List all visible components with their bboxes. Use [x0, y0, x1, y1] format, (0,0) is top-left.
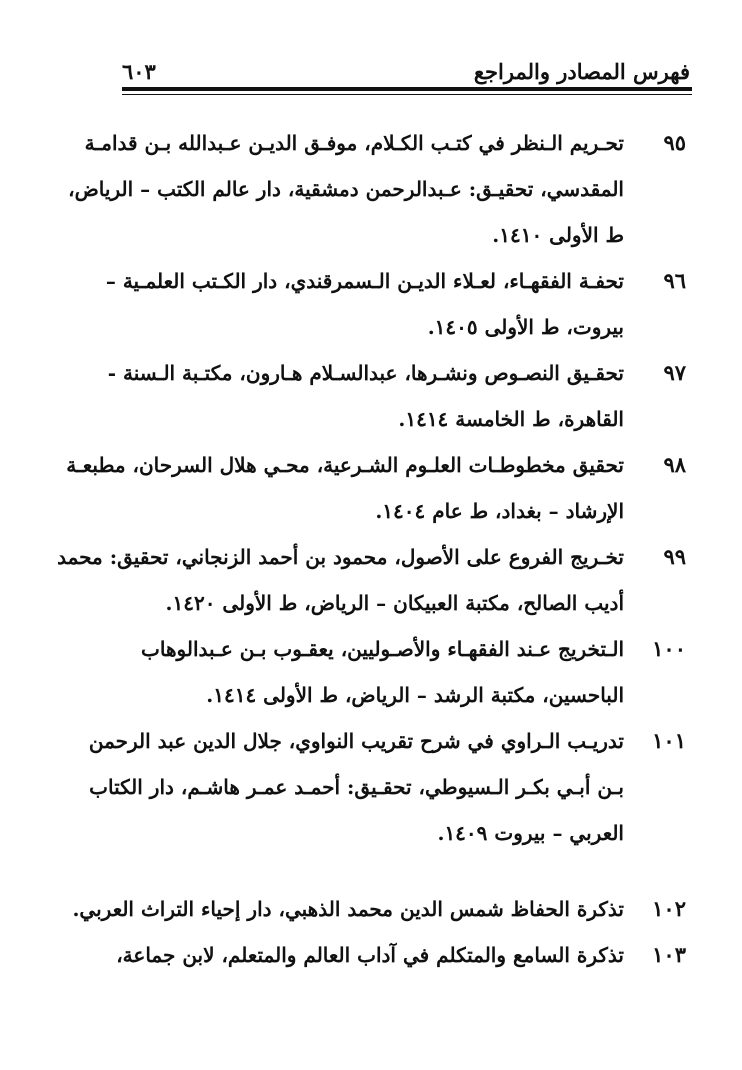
running-title: فهرس المصادر والمراجع: [473, 59, 690, 84]
bibliography-entry: [57, 534, 686, 626]
entry-number: ٩٥: [663, 130, 686, 155]
entry-text: [106, 350, 624, 442]
entry-text: [72, 886, 624, 932]
entry-number: ٩٦: [663, 268, 686, 293]
entry-line: ط الأولى ١٤١٠.: [492, 223, 624, 247]
entry-line: تذكرة الحفاظ شمس الدين محمد الذهبي، دار إحياء التراث العربي.: [72, 897, 624, 921]
bibliography-list: [57, 120, 686, 978]
entry-line: أديب الصالح، مكتبة العبيكان – الرياض، ط الأولى ١٤٢٠.: [165, 591, 624, 615]
page-header: [122, 50, 690, 84]
entry-number: ٩٨: [663, 452, 686, 477]
entry-line: المقدسي، تحقيـق: عـبدالرحمن دمشقية، دار عالم الكتب – الرياض،: [68, 177, 624, 201]
entry-spacer: [106, 856, 686, 886]
entry-line: تدريـب الـراوي في شرح تقريب النواوي، جلال الدين عبد الرحمن: [88, 729, 624, 753]
header-rule-thin: [122, 94, 692, 95]
page-number: ٦٠٣: [122, 59, 156, 84]
entry-line: تذكرة السامع والمتكلم في آداب العالم والمتعلم، لابن جماعة،: [116, 943, 624, 967]
entry-text: [106, 258, 624, 350]
entry-number: ٩٩: [663, 544, 686, 569]
entry-line: الإرشاد – بغداد، ط عام ١٤٠٤.: [375, 499, 624, 523]
entry-text: [106, 932, 624, 978]
entry-line: بـن أبـي بكـر الـسيوطي، تحقـيق: أحمـد عمـر هاشـم، دار الكتاب: [89, 775, 624, 799]
entry-text: [106, 626, 624, 718]
entry-line: تحقـيق النصـوص ونشـرها، عبدالسـلام هـارون، مكتـبة الـسنة -: [107, 361, 624, 385]
entry-number: ١٠٣: [652, 942, 686, 967]
bibliography-entry: [106, 350, 686, 442]
entry-line: تحفـة الفقهـاء، لعـلاء الديـن الـسمرقندي، دار الكـتب العلمـية –: [105, 269, 624, 293]
entry-text: [89, 718, 624, 856]
header-rule-thick: [122, 87, 692, 91]
entry-line: العربي – بيروت ١٤٠٩.: [437, 821, 624, 845]
bibliography-entry: [106, 932, 686, 978]
entry-line: القاهرة، ط الخامسة ١٤١٤.: [398, 407, 624, 431]
bibliography-entry: [88, 718, 686, 856]
entry-line: تحقيق مخطوطـات العلـوم الشـرعية، محـي هلال السرحان، مطبعـة: [66, 453, 624, 477]
entry-line: تخـريج الفروع على الأصول، محمود بن أحمد الزنجاني، تحقيق: محمد: [57, 545, 624, 569]
entry-text: [57, 534, 624, 626]
entry-text: [66, 442, 624, 534]
entry-number: ١٠٠: [652, 636, 686, 661]
entry-number: ١٠١: [652, 728, 686, 753]
entry-line: الـتخريج عـند الفقهـاء والأصـوليين، يعقـوب بـن عـبدالوهاب: [141, 637, 624, 661]
entry-text: [68, 120, 624, 258]
entry-line: تحـريم الـنظر في كتـب الكـلام، موفـق الديـن عـبدالله بـن قدامـة: [84, 131, 624, 155]
bibliography-entry: [72, 886, 686, 932]
bibliography-entry: [68, 120, 686, 258]
entry-line: بيروت، ط الأولى ١٤٠٥.: [427, 315, 624, 339]
bibliography-entry: [106, 626, 686, 718]
bibliography-entry: [106, 258, 686, 350]
entry-number: ١٠٢: [652, 896, 686, 921]
entry-line: الباحسين، مكتبة الرشد – الرياض، ط الأولى ١٤١٤.: [206, 683, 624, 707]
entry-number: ٩٧: [663, 360, 686, 385]
bibliography-entry: [66, 442, 686, 534]
